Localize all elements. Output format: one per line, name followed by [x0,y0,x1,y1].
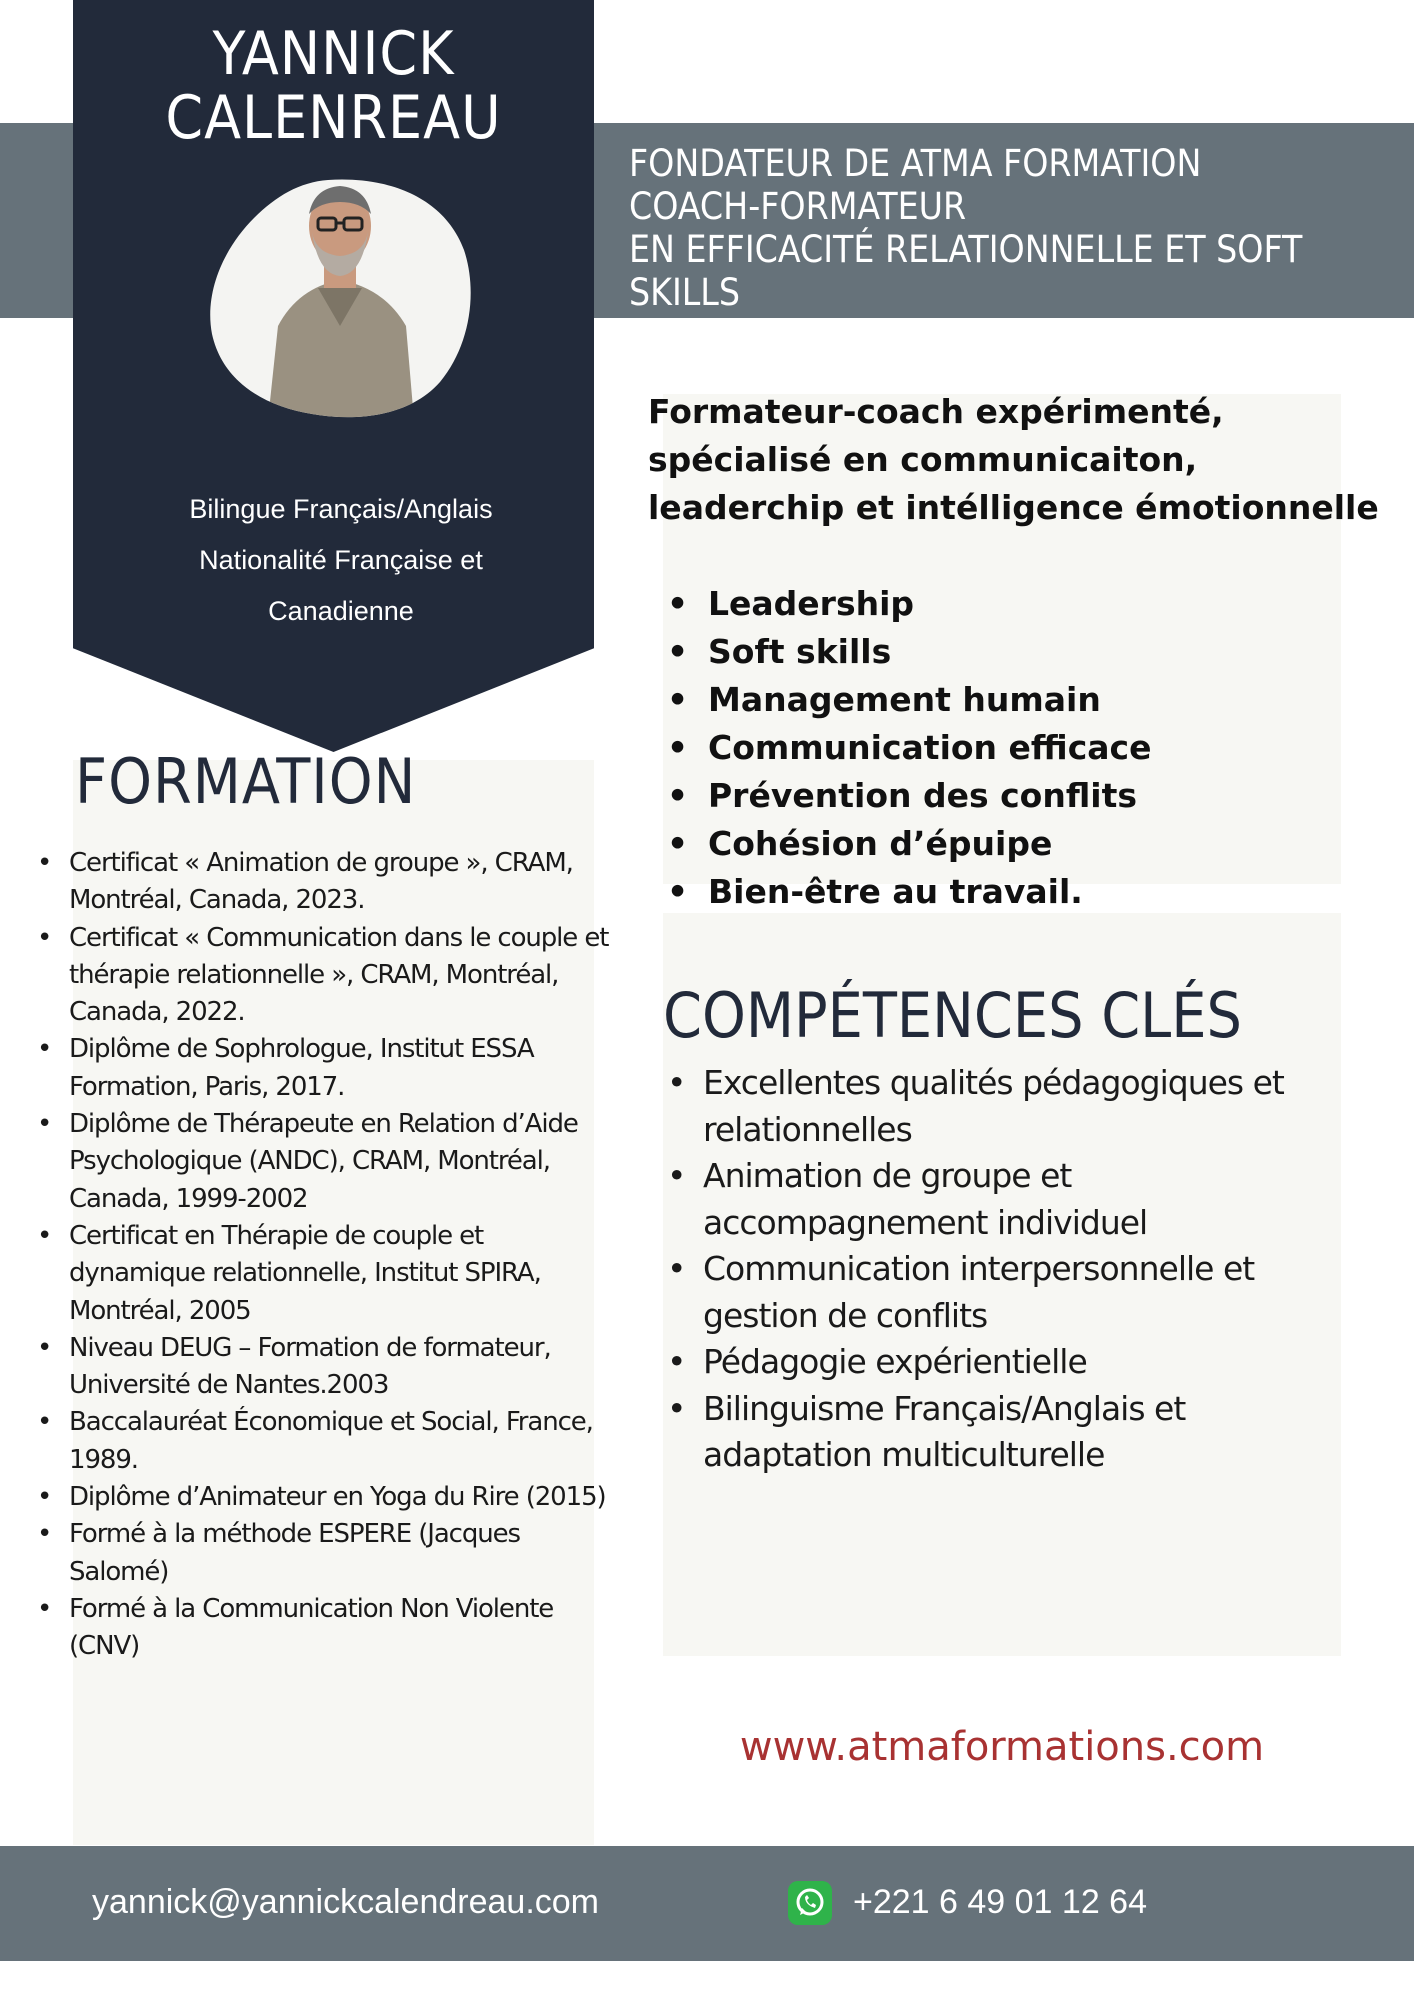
last-name: CALENREAU [165,83,502,153]
list-item: • Prévention des conflits [663,772,1152,820]
list-item: • Niveau DEUG – Formation de formateur, Université de Nantes.2003 [35,1330,625,1405]
list-item: • Certificat « Communication dans le couple et thérapie relationnelle », CRAM, Montréal, Canada, 2022. [35,920,625,1032]
website-link[interactable]: www.atmaformations.com [739,1724,1265,1770]
email-link[interactable]: yannick@yannickcalendreau.com [92,1883,599,1921]
profile-photo [208,176,472,420]
profile-line: spécialisé en communicaiton, [648,440,1198,479]
list-item: • Pédagogie expérientielle [663,1339,1333,1386]
whatsapp-icon [788,1881,832,1925]
job-title-line: EN EFFICACITÉ RELATIONNELLE ET SOFT [629,228,1303,271]
first-name: YANNICK [212,19,455,89]
list-item: • Management humain [663,676,1152,724]
list-item: • Certificat « Animation de groupe », CRAM, Montréal, Canada, 2023. [35,845,625,920]
formation-heading: FORMATION [75,745,417,818]
profile-line: Formateur-coach expérimenté, [648,392,1224,431]
list-item: • Diplôme de Sophrologue, Institut ESSA Formation, Paris, 2017. [35,1031,625,1106]
list-item: • Certificat en Thérapie de couple et dynamique relationnelle, Institut SPIRA, Montréal, 2005 [35,1218,625,1330]
list-item: • Bien-être au travail. [663,868,1152,916]
list-item: • Excellentes qualités pédagogiques et relationnelles [663,1060,1333,1153]
profile-summary [648,388,1379,532]
competences-list [663,1060,1333,1479]
skills-list [663,580,1152,916]
job-title-line: FONDATEUR DE ATMA FORMATION [629,142,1202,185]
nationality-line: Nationalité Française et [199,545,483,575]
list-item: • Formé à la méthode ESPERE (Jacques Salomé) [35,1516,625,1591]
person-name [73,19,594,153]
list-item: • Formé à la Communication Non Violente (CNV) [35,1591,625,1666]
profile-line: leaderchip et intélligence émotionnelle [648,488,1379,527]
nationality-line: Canadienne [268,596,414,626]
job-title [629,142,1389,314]
list-item: • Communication interpersonnelle et gestion de conflits [663,1246,1333,1339]
job-title-line: COACH-FORMATEUR [629,185,967,228]
list-item: • Diplôme de Thérapeute en Relation d’Aide Psychologique (ANDC), CRAM, Montréal, Canada, 1999-2002 [35,1106,625,1218]
job-title-line: SKILLS [629,271,740,314]
list-item: • Cohésion d’épuipe [663,820,1152,868]
formation-list [35,845,625,1666]
list-item: • Soft skills [663,628,1152,676]
list-item: • Diplôme d’Animateur en Yoga du Rire (2015) [35,1479,625,1516]
list-item: • Animation de groupe et accompagnement individuel [663,1153,1333,1246]
languages-nationality [73,484,609,637]
list-item: • Bilinguisme Français/Anglais et adaptation multiculturelle [663,1386,1333,1479]
phone-number[interactable]: +221 6 49 01 12 64 [853,1883,1147,1921]
list-item: • Leadership [663,580,1152,628]
list-item: • Communication efficace [663,724,1152,772]
list-item: • Baccalauréat Économique et Social, France, 1989. [35,1404,625,1479]
language-line: Bilingue Français/Anglais [189,494,493,524]
competences-heading: COMPÉTENCES CLÉS [663,979,1242,1052]
